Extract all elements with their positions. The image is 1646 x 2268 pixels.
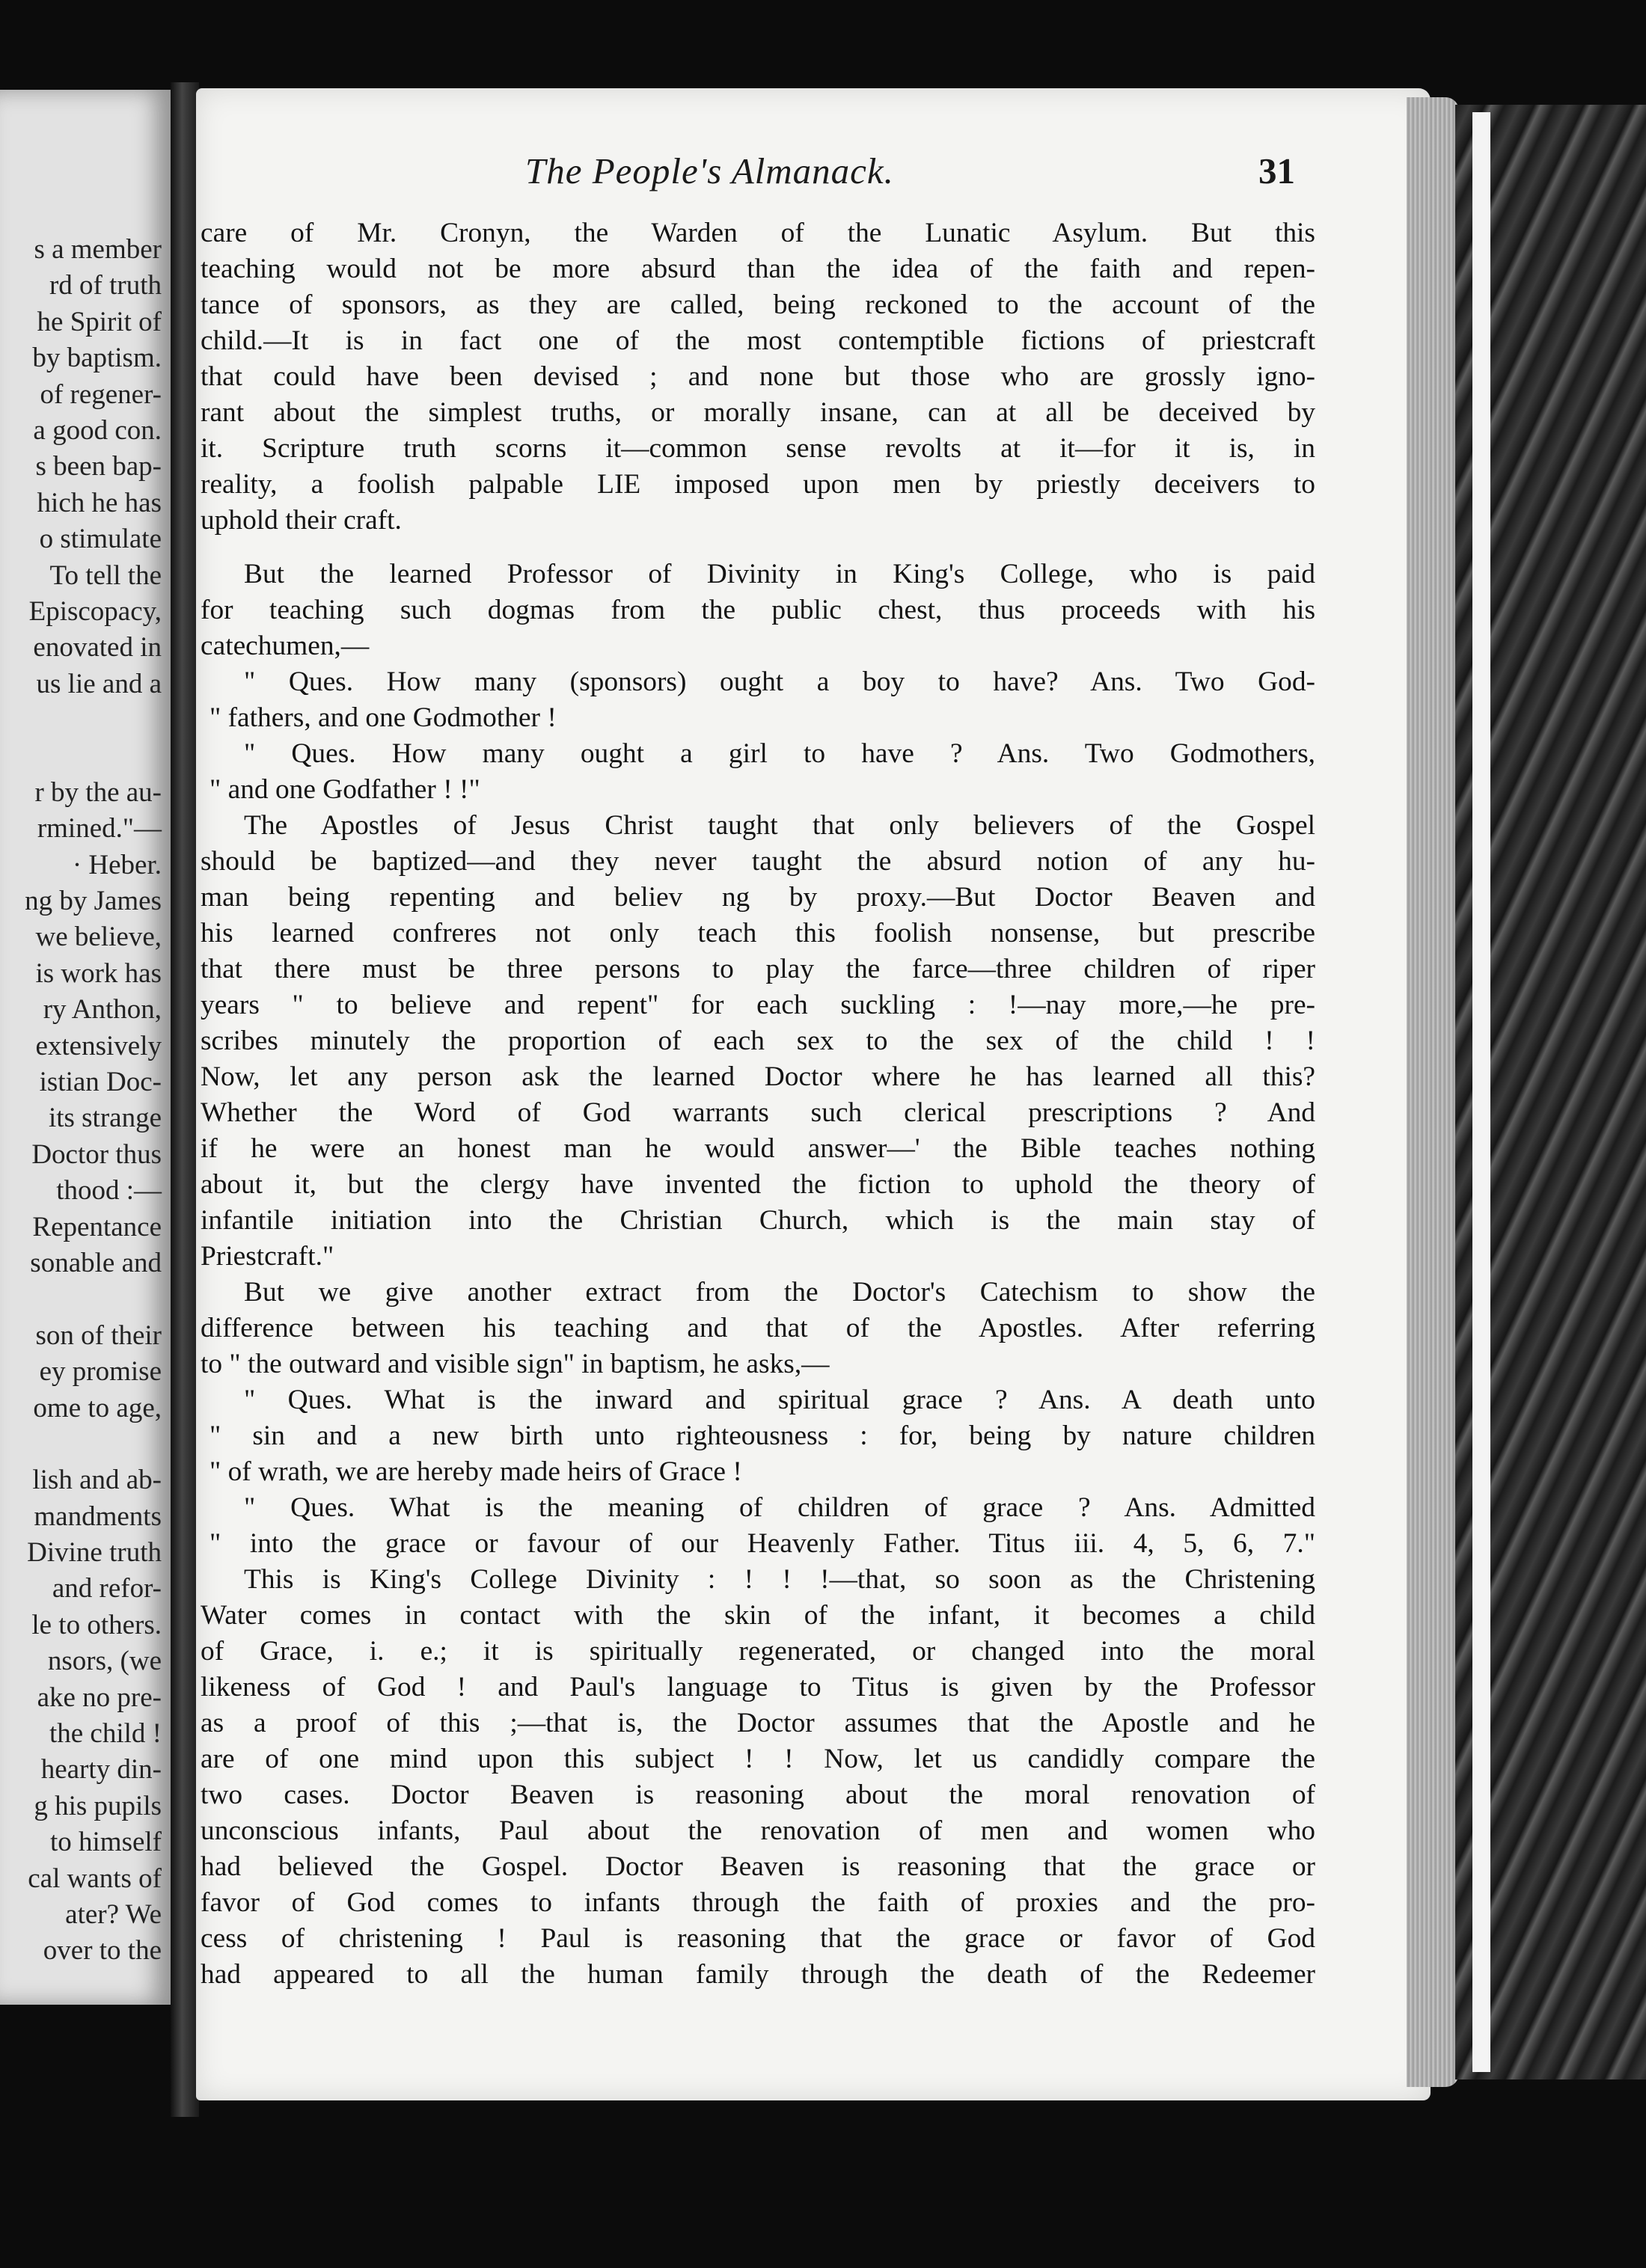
text-line: unconscious infants, Paul about the renovation of men and women who (201, 1815, 1315, 1846)
facing-page-line: s been bap- (35, 451, 162, 482)
text-line: if he were an honest man he would answer—' the Bible teaches nothing (201, 1133, 1315, 1164)
text-line: cess of christening ! Paul is reasoning that the grace or favor of God (201, 1923, 1315, 1954)
facing-page-line: To tell the (49, 560, 162, 591)
facing-page-line: over to the (43, 1935, 162, 1967)
facing-page-line: he Spirit of (37, 306, 162, 337)
text-line: as a proof of this ;—that is, the Doctor assumes that the Apostle and he (201, 1708, 1315, 1738)
facing-page-line: ome to age, (33, 1392, 162, 1423)
facing-page-line (0, 1281, 162, 1317)
text-line: it. Scripture truth scorns it—common sense revolts at it—for it is, in (201, 433, 1315, 464)
text-line: for teaching such dogmas from the public chest, thus proceeds with his (201, 595, 1315, 625)
facing-page-text-column (0, 232, 162, 1970)
facing-page-line: cal wants of (28, 1863, 162, 1894)
facing-page-line: of regener- (40, 378, 162, 410)
facing-page-line: ng by James (25, 886, 162, 917)
facing-page-line: r by the au- (34, 776, 162, 808)
text-line: catechumen,— (201, 631, 370, 661)
facing-page-line (0, 1426, 162, 1462)
paragraph-gap (201, 539, 1315, 557)
facing-page-line: rmined."— (37, 813, 162, 845)
page-edges (1407, 97, 1459, 2087)
facing-page-line: Divine truth (27, 1537, 162, 1569)
text-line: " Ques. What is the meaning of children of grace ? Ans. Admitted (244, 1492, 1315, 1523)
text-line: The Apostles of Jesus Christ taught that only believers of the Gospel (244, 810, 1315, 841)
facing-page-line: ake no pre- (37, 1682, 162, 1713)
facing-page-line: nsors, (we (47, 1646, 162, 1677)
text-line: likeness of God ! and Paul's language to Titus is given by the Professor (201, 1672, 1315, 1702)
text-line: Now, let any person ask the learned Doctor where he has learned all this? (201, 1061, 1315, 1092)
facing-page-line: lish and ab- (32, 1465, 162, 1496)
text-line: infantile initiation into the Christian Church, which is the main stay of (201, 1205, 1315, 1236)
text-line: " Ques. How many (sponsors) ought a boy to have? Ans. Two God- (244, 666, 1315, 697)
body-text (201, 215, 1315, 1993)
facing-page-line: · Heber. (72, 849, 162, 880)
facing-page-line: the child ! (49, 1718, 162, 1750)
text-line: Priestcraft." (201, 1241, 334, 1272)
facing-page-line: rd of truth (49, 270, 162, 301)
text-line: But the learned Professor of Divinity in King's College, who is paid (244, 559, 1315, 589)
facing-page-line: extensively (35, 1030, 162, 1061)
facing-page-line: le to others. (31, 1609, 162, 1640)
text-line: uphold their craft. (201, 505, 402, 536)
facing-page-fragment (0, 90, 171, 2005)
text-line: " into the grace or favour of our Heavenly Father. Titus iii. 4, 5, 6, 7." (209, 1528, 1315, 1559)
facing-page-line: a good con. (33, 414, 162, 446)
text-line: " of wrath, we are hereby made heirs of Grace ! (209, 1456, 742, 1487)
facing-page-line: hearty din- (40, 1754, 162, 1786)
text-line: had believed the Gospel. Doctor Beaven is reasoning that the grace or (201, 1851, 1315, 1882)
text-line: man being repenting and believ ng by proxy.—But Doctor Beaven and (201, 882, 1315, 913)
facing-page-line: by baptism. (32, 343, 162, 374)
text-line: " and one Godfather ! !" (209, 774, 480, 805)
text-line: should be baptized—and they never taught the absurd notion of any hu- (201, 846, 1315, 877)
text-line: rant about the simplest truths, or morally insane, can at all be deceived by (201, 397, 1315, 428)
facing-page-line: mandments (34, 1501, 162, 1532)
facing-page-line: ry Anthon, (43, 994, 162, 1026)
facing-page-line (0, 738, 162, 774)
facing-page-line (0, 702, 162, 738)
text-line: " sin and a new birth unto righteousness : for, being by nature children (209, 1420, 1315, 1451)
facing-page-line: s a member (34, 234, 162, 265)
text-line: that could have been devised ; and none but those who are grossly igno- (201, 361, 1315, 392)
facing-page-line: hich he has (37, 487, 162, 518)
text-line: about it, but the clergy have invented the fiction to uphold the theory of (201, 1169, 1315, 1200)
facing-page-line: we believe, (35, 922, 162, 953)
text-line: reality, a foolish palpable LIE imposed upon men by priestly deceivers to (201, 469, 1315, 500)
text-line: of Grace, i. e.; it is spiritually regenerated, or changed into the moral (201, 1636, 1315, 1667)
facing-page-line: son of their (35, 1320, 162, 1351)
text-line: Water comes in contact with the skin of the infant, it becomes a child (201, 1600, 1315, 1631)
text-line: that there must be three persons to play the farce—three children of riper (201, 954, 1315, 984)
facing-page-line: its strange (48, 1103, 162, 1134)
running-title: The People's Almanack. (525, 150, 894, 191)
book-gutter (171, 82, 199, 2117)
facing-page-line: o stimulate (39, 524, 162, 555)
facing-page-line: thood :— (56, 1175, 162, 1207)
text-line: But we give another extract from the Doctor's Catechism to show the (244, 1277, 1315, 1308)
facing-page-line: Doctor thus (31, 1138, 162, 1170)
facing-page-line: to himself (49, 1827, 162, 1858)
text-line: This is King's College Divinity : ! ! !—that, so soon as the Christening (244, 1564, 1315, 1595)
text-line: difference between his teaching and that of the Apostles. After referring (201, 1313, 1315, 1343)
cover-edge-strip (1472, 112, 1490, 2072)
page-header (196, 150, 1431, 194)
facing-page-line: Repentance (32, 1211, 162, 1242)
text-line: " fathers, and one Godmother ! (209, 702, 557, 733)
text-line: " Ques. What is the inward and spiritual grace ? Ans. A death unto (244, 1385, 1315, 1415)
text-line: to " the outward and visible sign" in baptism, he asks,— (201, 1349, 830, 1379)
text-line: Whether the Word of God warrants such clerical prescriptions ? And (201, 1097, 1315, 1128)
text-line: had appeared to all the human family through the death of the Redeemer (201, 1959, 1315, 1990)
text-line: favor of God comes to infants through the faith of proxies and the pro- (201, 1887, 1315, 1918)
text-line: " Ques. How many ought a girl to have ? Ans. Two Godmothers, (244, 738, 1315, 769)
facing-page-line: us lie and a (36, 668, 162, 699)
text-line: are of one mind upon this subject ! ! Now, let us candidly compare the (201, 1744, 1315, 1774)
facing-page-line: istian Doc- (39, 1066, 162, 1097)
facing-page-line: enovated in (33, 632, 162, 663)
text-line: years " to believe and repent" for each suckling : !—nay more,—he pre- (201, 990, 1315, 1020)
text-line: teaching would not be more absurd than the idea of the faith and repen- (201, 254, 1315, 284)
facing-page-line: ater? We (65, 1898, 162, 1930)
facing-page-line: ey promise (39, 1356, 162, 1388)
facing-page-line: sonable and (30, 1247, 162, 1278)
text-line: two cases. Doctor Beaven is reasoning about the moral renovation of (201, 1780, 1315, 1810)
facing-page-line: Episcopacy, (28, 595, 162, 627)
text-line: care of Mr. Cronyn, the Warden of the Lunatic Asylum. But this (201, 218, 1315, 248)
facing-page-line: is work has (35, 957, 162, 989)
facing-page-line: g his pupils (34, 1790, 162, 1821)
facing-page-line: and refor- (52, 1573, 162, 1605)
text-line: tance of sponsors, as they are called, being reckoned to the account of the (201, 289, 1315, 320)
page-number: 31 (1258, 150, 1295, 191)
text-line: his learned confreres not only teach this foolish nonsense, but prescribe (201, 918, 1315, 948)
text-line: child.—It is in fact one of the most contemptible fictions of priestcraft (201, 325, 1315, 356)
text-line: scribes minutely the proportion of each sex to the sex of the child ! ! (201, 1026, 1315, 1056)
